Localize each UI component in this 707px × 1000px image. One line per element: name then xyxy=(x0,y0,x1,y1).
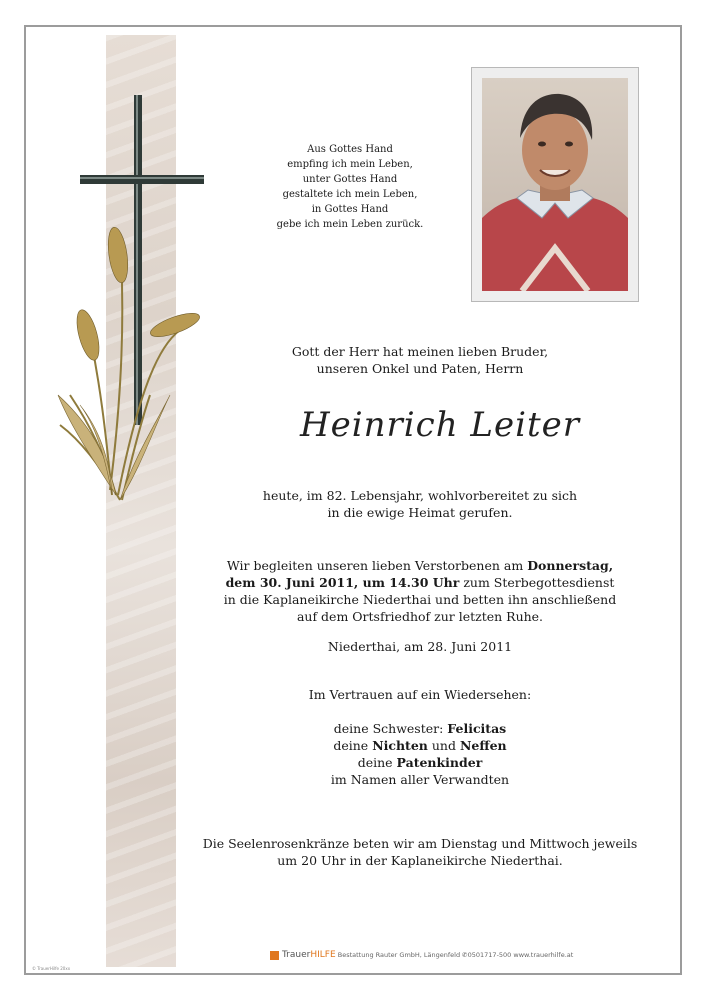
cross-wheat-illustration xyxy=(50,95,215,515)
reunion-text: Im Vertrauen auf ein Wiedersehen: xyxy=(308,687,532,702)
verse-line: Aus Gottes Hand xyxy=(307,144,393,155)
verse-line: empfing ich mein Leben, xyxy=(287,159,413,170)
mourner-line: im Namen aller Verwandten xyxy=(330,772,510,787)
rosary-line: um 20 Uhr in der Kaplaneikirche Niederthai. xyxy=(277,853,563,868)
verse-line: in Gottes Hand xyxy=(311,204,389,215)
copyright: © TrauerHilfe 20xx xyxy=(32,966,71,971)
place-date: Niederthai, am 28. Juni 2011 xyxy=(327,639,513,654)
mourners xyxy=(200,720,640,788)
verse-line: gestaltete ich mein Leben, xyxy=(282,189,418,200)
mourner-label: deine xyxy=(333,738,373,753)
mourner-name: Neffen xyxy=(459,738,507,753)
funeral-day: Donnerstag, xyxy=(527,558,614,573)
brand-name xyxy=(282,950,336,960)
verse xyxy=(250,142,450,232)
brand-name-a: Trauer xyxy=(282,950,311,960)
intro-text xyxy=(200,343,640,377)
mourner-label: und xyxy=(427,738,460,753)
footer xyxy=(270,950,600,960)
funeral-text xyxy=(200,557,640,625)
intro-line: unseren Onkel und Paten, Herrn xyxy=(316,361,524,376)
deceased-name: Heinrich Leiter xyxy=(299,405,581,445)
mourner-label: deine Schwester: xyxy=(333,721,448,736)
funeral-text-plain: zum Sterbegottesdienst xyxy=(459,575,615,590)
brand-name-b: HILFE xyxy=(310,950,336,960)
verse-line: unter Gottes Hand xyxy=(302,174,398,185)
rosary-text xyxy=(200,835,640,869)
rosary-line: Die Seelenrosenkränze beten wir am Dienstag und Mittwoch jeweils xyxy=(202,836,638,851)
funeral-datetime: dem 30. Juni 2011, um 14.30 Uhr xyxy=(225,575,460,590)
intro-line: Gott der Herr hat meinen lieben Bruder, xyxy=(291,344,549,359)
portrait-photo xyxy=(482,78,628,291)
funeral-text-plain: Wir begleiten unseren lieben Verstorbenen am xyxy=(226,558,528,573)
mourner-name: Felicitas xyxy=(447,721,507,736)
funeral-line: auf dem Ortsfriedhof zur letzten Ruhe. xyxy=(296,609,544,624)
passing-text xyxy=(200,487,640,521)
mourner-name: Patenkinder xyxy=(396,755,483,770)
funeral-line: in die Kaplaneikirche Niederthai und betten ihn anschließend xyxy=(223,592,617,607)
portrait-frame xyxy=(471,67,639,302)
verse-line: gebe ich mein Leben zurück. xyxy=(276,219,424,230)
trauerhilfe-logo-icon xyxy=(270,951,279,960)
mourner-label: deine xyxy=(357,755,397,770)
passing-line: in die ewige Heimat gerufen. xyxy=(327,505,513,520)
passing-line: heute, im 82. Lebensjahr, wohlvorbereitet zu sich xyxy=(262,488,578,503)
mourner-name: Nichten xyxy=(372,738,428,753)
footer-info: Bestattung Rauter GmbH, Längenfeld ✆0501717-500 www.trauerhilfe.at xyxy=(337,951,574,959)
